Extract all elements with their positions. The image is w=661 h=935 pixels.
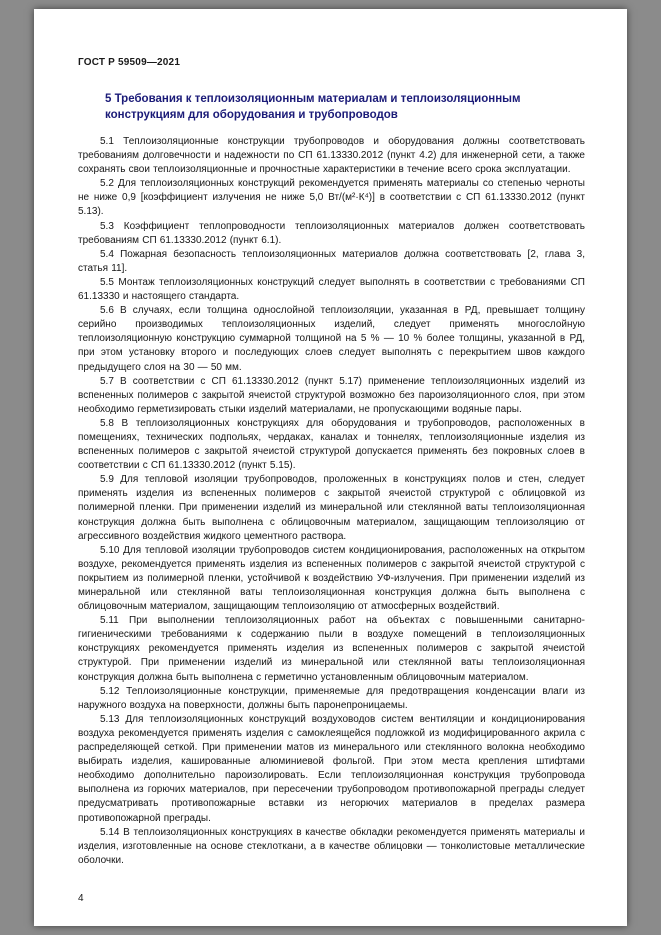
section-heading: 5 Требования к теплоизоляционным материалам и теплоизоляционным конструкциям для оборудования и трубопроводов: [105, 93, 521, 121]
document-page: [34, 9, 627, 926]
paragraph-5-5: 5.5 Монтаж теплоизоляционных конструкций следует выполнять в соответствии с требованиями СП 61.13330 и настоящего стандарта.: [78, 276, 585, 303]
paragraph-5-1: 5.1 Теплоизоляционные конструкции трубопроводов и оборудования должны соответствовать требованиям долговечности и надежности по СП 61.13330.2012 (пункт 4.2) для инженерной сети, а также сохранять свои теплоизоляционные и прочностные характеристики в течение всего срока эксплуатации.: [78, 136, 585, 176]
paragraph-5-3: 5.3 Коэффициент теплопроводности теплоизоляционных материалов должен соответствовать требованиям СП 61.13330.2012 (пункт 6.1).: [78, 220, 585, 246]
paragraph-5-4: 5.4 Пожарная безопасность теплоизоляционных материалов должна соответствовать [2, глава 3, статья 11].: [78, 248, 585, 274]
paragraph-5-13: 5.13 Для теплоизоляционных конструкций воздуховодов систем вентиляции и кондиционирования воздуха рекомендуется применять изделия с самоклеящейся подложкой из модифицированного акрила с распределяющей сеткой. При применении матов из минерального или стеклянного волокна необходимо выбирать изделия, кашированные алюминиевой фольгой. При этом места крепления штифтами необходимо дополнительно пароизолировать. Если теплоизоляционная конструкция трубопровода выполнена из горючих материалов, при пересечении трубопроводом противопожарной преграды следует предусматривать противопожарные вставки из негорючих материалов в пределах размера противопожарной преграды.: [78, 713, 585, 824]
paragraph-5-12: 5.12 Теплоизоляционные конструкции, применяемые для предотвращения конденсации влаги из наружного воздуха на поверхности, должны быть паронепроницаемы.: [78, 685, 585, 711]
paragraph-5-6: 5.6 В случаях, если толщина однослойной теплоизоляции, указанная в РД, превышает толщину серийно производимых теплоизоляционных изделий, следует применять многослойную теплоизоляционную конструкцию суммарной толщиной на 5 % — 10 % более толщины, указанной в РД, при этом установку второго и последующих слоев следует выполнять с перекрытием швов каждого предыдущего слоя на 30 — 50 мм.: [78, 305, 585, 373]
page-number: 4: [78, 893, 84, 904]
paragraph-5-8: 5.8 В теплоизоляционных конструкциях для оборудования и трубопроводов, расположенных в помещениях, технических подпольях, чердаках, каналах и тоннелях, теплоизоляционные изделия из вспененных полимеров с закрытой ячеистой структурой допускается применять без покровных слоев в соответствии с СП 61.13330.2012 (пункт 5.15).: [78, 417, 585, 472]
paragraph-5-14: 5.14 В теплоизоляционных конструкциях в качестве обкладки рекомендуется применять материалы и изделия, изготовленные на основе стеклоткани, а в качестве облицовки — тонколистовые металлические оболочки.: [78, 826, 585, 866]
paragraph-5-10: 5.10 Для тепловой изоляции трубопроводов систем кондиционирования, расположенных на открытом воздухе, рекомендуется применять изделия из вспененных полимеров с закрытой ячеистой структурой с покрытием из полимерной пленки, устойчивой к воздействию УФ-излучения. При применении изделий из минеральной или стеклянной ваты теплоизоляционная конструкция должна быть выполнена с облицовочным материалом, защищающим теплоизоляцию от атмосферных воздействий.: [78, 544, 585, 613]
paragraph-5-2: 5.2 Для теплоизоляционных конструкций рекомендуется применять материалы со степенью черноты не ниже 0,9 [коэффициент излучения не ниже 5,0 Вт/(м²·К⁴)] в соответствии с СП 61.13330.2012 (пункт 5.13).: [78, 178, 585, 218]
paragraph-5-9: 5.9 Для тепловой изоляции трубопроводов, проложенных в конструкциях полов и стен, следует применять изделия из вспененных полимеров с закрытой ячеистой структурой с облицовкой из полимерной пленки. При применении изделий из минеральной или стеклянной ваты теплоизоляционная конструкция должна быть выполнена с облицовочным материалом, защищающим теплоизоляцию от агрессивного воздействия жидкого цементного раствора.: [78, 474, 585, 542]
paragraph-5-7: 5.7 В соответствии с СП 61.13330.2012 (пункт 5.17) применение теплоизоляционных изделий из вспененных полимеров с закрытой ячеистой структурой возможно без пароизоляционного слоя, при этом необходимо герметизировать стыки изделий материалами, не пропускающими водяные пары.: [78, 375, 585, 415]
paragraph-5-11: 5.11 При выполнении теплоизоляционных работ на объектах с повышенными санитарно-гигиеническими требованиями к содержанию пыли в воздухе помещений в теплоизоляционных конструкциях рекомендуется применять изделия из вспененных полимеров с закрытой ячеистой структурой. При применении изделий из минеральной или стеклянной ваты теплоизоляционная конструкция должна быть выполнена с герметично установленным облицовочным материалом.: [78, 615, 585, 683]
document-header: ГОСТ Р 59509—2021: [78, 57, 181, 68]
